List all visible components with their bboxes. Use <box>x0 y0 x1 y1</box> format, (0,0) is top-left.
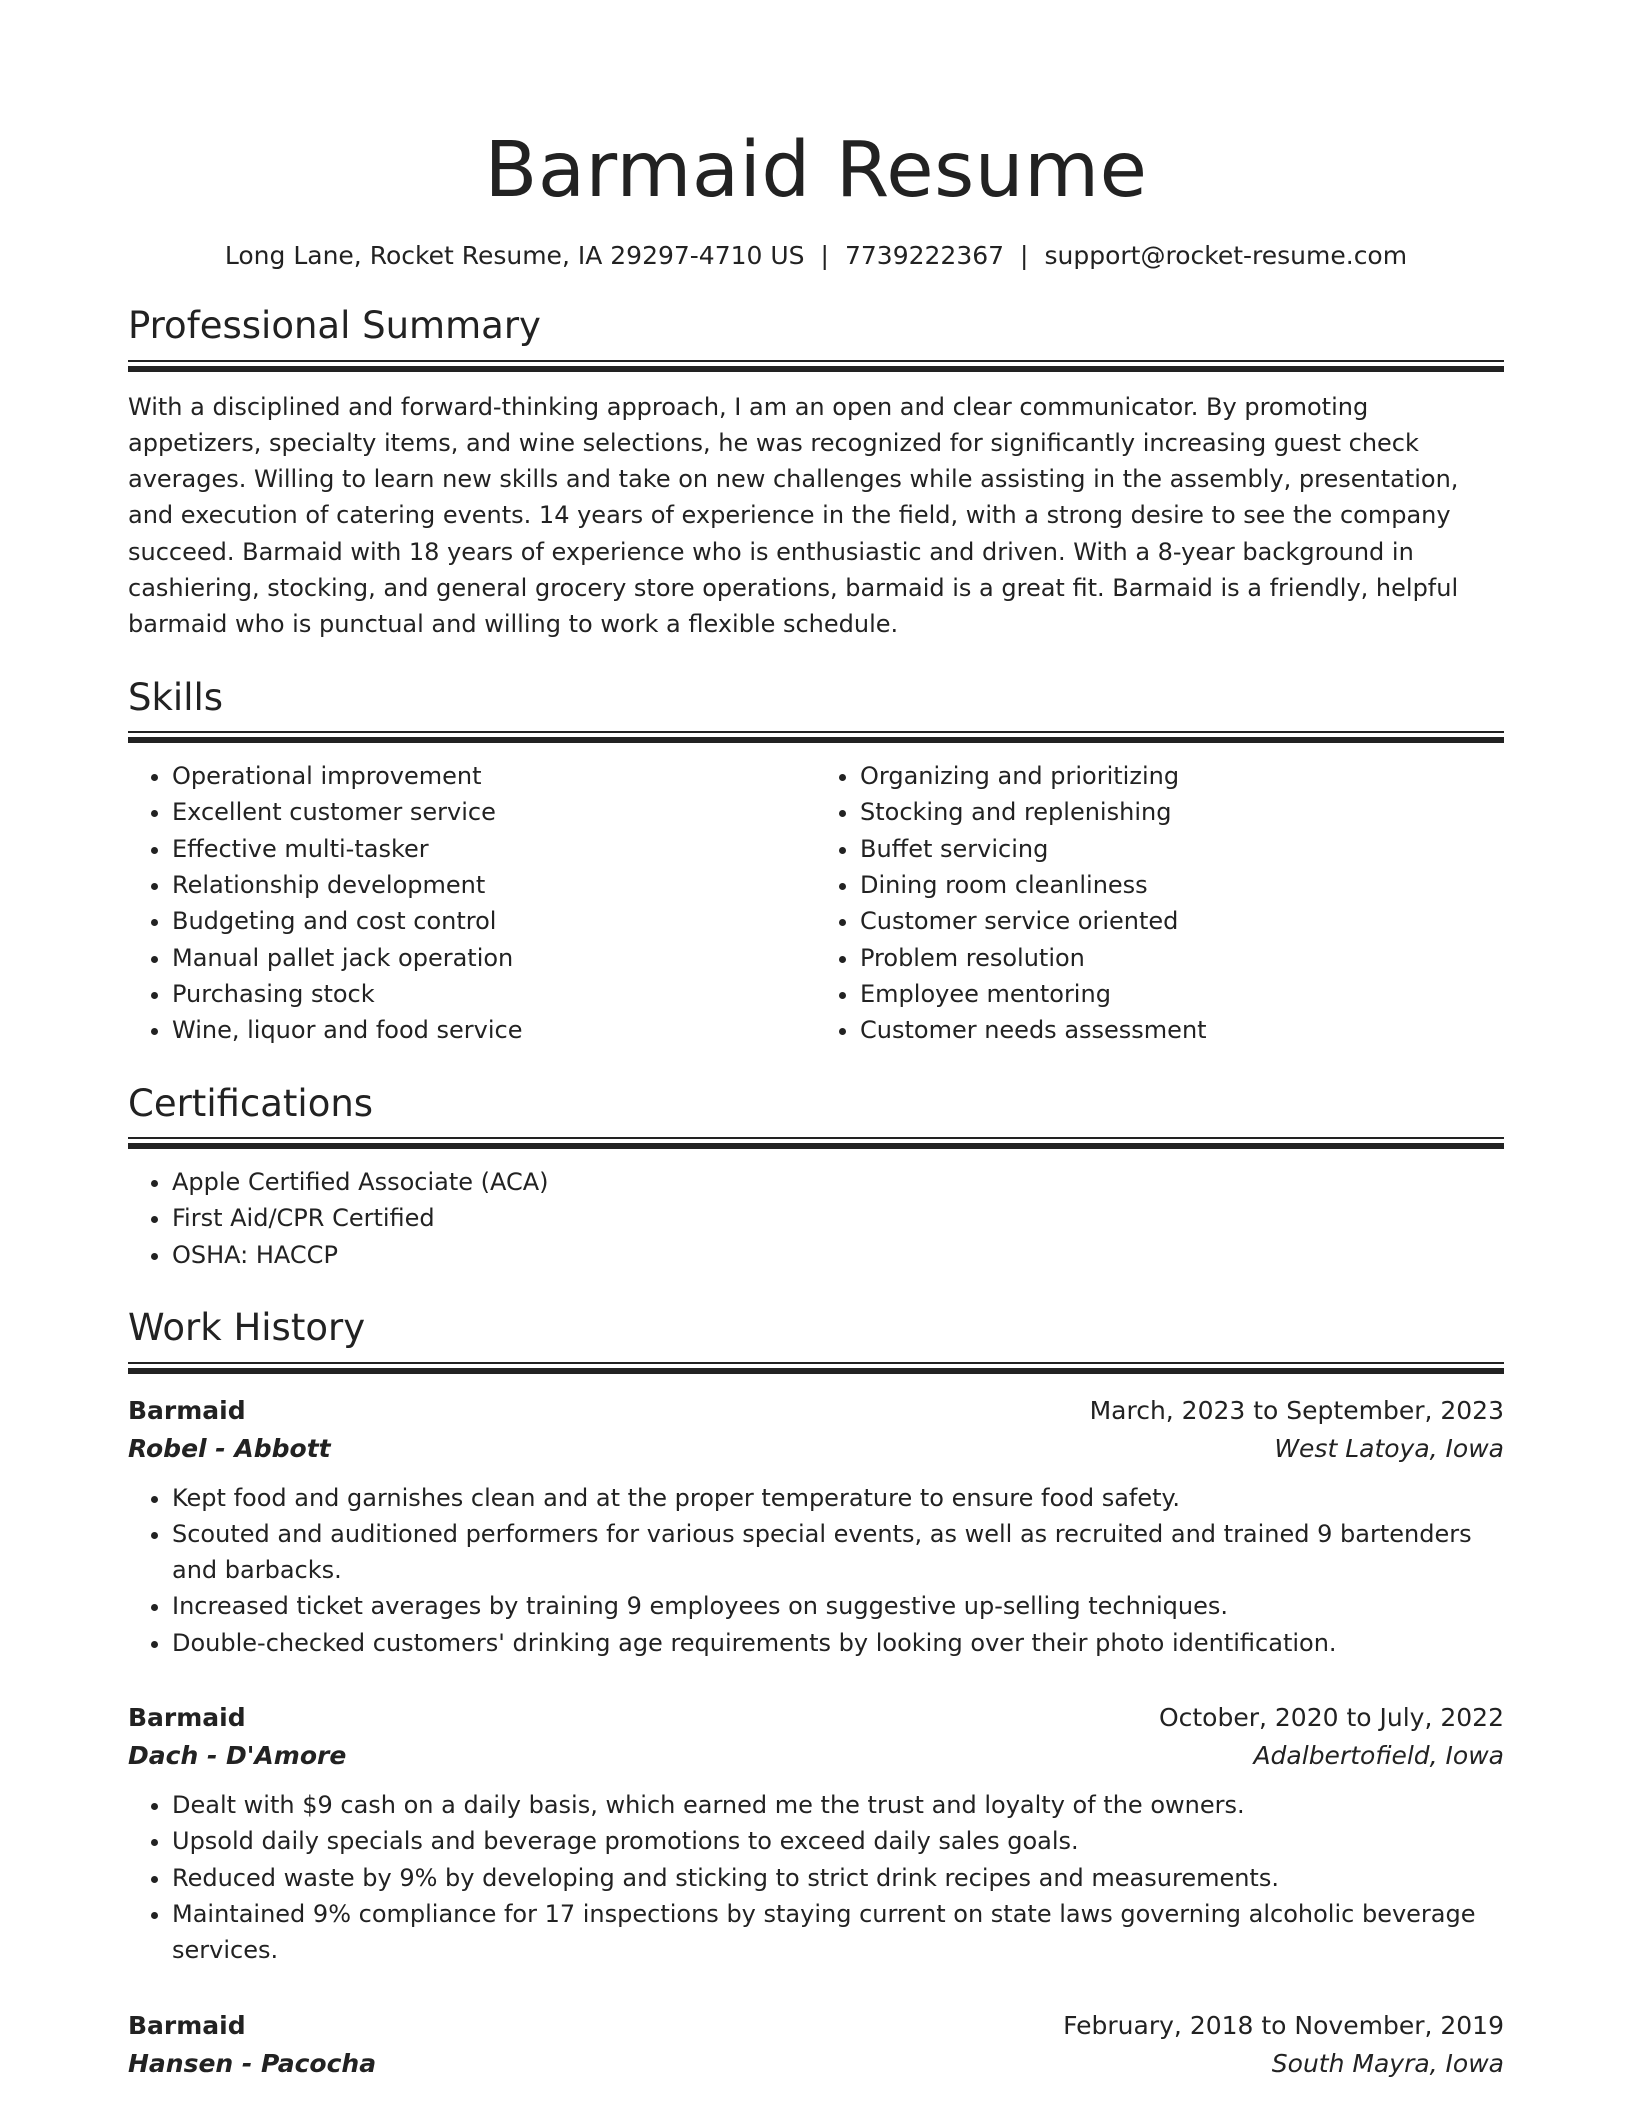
job-bullet: • Upsold daily specials and beverage promotions to exceed daily sales goals. <box>172 1823 1504 1859</box>
job-dates: February, 2018 to November, 2019 <box>1063 2010 1504 2040</box>
skill-item: • Buffet servicing <box>860 831 1504 867</box>
skill-item: • Excellent customer service <box>172 794 816 830</box>
skill-item: • Customer service oriented <box>860 903 1504 939</box>
section-divider <box>128 737 1504 743</box>
job-location: West Latoya, Iowa <box>1274 1433 1504 1463</box>
job-bullet: • Dealt with $9 cash on a daily basis, which earned me the trust and loyalty of the owners. <box>172 1787 1504 1823</box>
skill-item: • Budgeting and cost control <box>172 903 816 939</box>
job-bullet: • Kept food and garnishes clean and at the proper temperature to ensure food safety. <box>172 1480 1504 1516</box>
skill-item: • Effective multi-tasker <box>172 831 816 867</box>
summary-section <box>128 305 1504 643</box>
skill-item: • Purchasing stock <box>172 976 816 1012</box>
skill-item: • Dining room cleanliness <box>860 867 1504 903</box>
certifications-section <box>128 1083 1504 1273</box>
certification-item: • OSHA: HACCP <box>172 1237 1504 1273</box>
job-location: Adalbertofield, Iowa <box>1253 1741 1504 1771</box>
skills-list-left <box>128 758 816 1048</box>
work-history-section <box>128 1307 1504 2083</box>
certification-item: • First Aid/CPR Certified <box>172 1200 1504 1236</box>
section-divider <box>128 366 1504 372</box>
job-header-row <box>128 2007 1504 2045</box>
section-divider <box>128 1143 1504 1149</box>
job-company-row <box>128 2045 1504 2083</box>
contact-address: Long Lane, Rocket Resume, IA 29297-4710 US <box>224 241 805 270</box>
section-title: Professional Summary <box>128 305 1504 362</box>
job-bullet: • Reduced waste by 9% by developing and sticking to strict drink recipes and measurements. <box>172 1860 1504 1896</box>
job-entry <box>128 1392 1504 1661</box>
contact-phone: 7739222367 <box>844 241 1005 270</box>
summary-text: With a disciplined and forward-thinking approach, I am an open and clear communicator. By promoting appetizers, specialty items, and wine selections, he was recognized for significantly increasing guest check averages. Willing to learn new skills and take on new challenges while assisting in the assembly, presentation, and execution of catering events. 14 years of experience in the field, with a strong desire to see the company succeed. Barmaid with 18 years of experience who is enthusiastic and driven. With a 8-year background in cashiering, stocking, and general grocery store operations, barmaid is a great fit. Barmaid is a friendly, helpful barmaid who is punctual and willing to work a flexible schedule. <box>128 392 1459 639</box>
job-bullets <box>128 1480 1504 1661</box>
contact-line <box>128 241 1504 271</box>
job-entry <box>128 2007 1504 2083</box>
skill-item: • Relationship development <box>172 867 816 903</box>
job-company-row <box>128 1737 1504 1775</box>
job-entry <box>128 1699 1504 1968</box>
job-title: Barmaid <box>128 1395 246 1425</box>
contact-email: support@rocket-resume.com <box>1044 241 1408 270</box>
job-header-row <box>128 1392 1504 1430</box>
job-company: Dach - D'Amore <box>128 1741 347 1771</box>
job-location: South Mayra, Iowa <box>1271 2048 1504 2078</box>
skill-item: • Customer needs assessment <box>860 1012 1504 1048</box>
job-company: Hansen - Pacocha <box>128 2048 377 2078</box>
job-company: Robel - Abbott <box>128 1433 331 1463</box>
skill-item: • Stocking and replenishing <box>860 794 1504 830</box>
contact-separator: | <box>1020 241 1029 270</box>
skills-grid <box>128 758 1504 1048</box>
certification-item: • Apple Certified Associate (ACA) <box>172 1164 1504 1200</box>
section-title: Work History <box>128 1307 1504 1364</box>
job-bullet: • Scouted and auditioned performers for various special events, as well as recruited and trained 9 bartenders and barbacks. <box>172 1516 1504 1589</box>
job-bullet: • Maintained 9% compliance for 17 inspections by staying current on state laws governing alcoholic beverage services. <box>172 1896 1504 1969</box>
contact-separator: | <box>820 241 829 270</box>
job-bullet: • Double-checked customers' drinking age requirements by looking over their photo identification. <box>172 1625 1504 1661</box>
section-divider <box>128 1368 1504 1374</box>
skill-item: • Organizing and prioritizing <box>860 758 1504 794</box>
job-company-row <box>128 1430 1504 1468</box>
resume-title: Barmaid Resume <box>484 126 1148 215</box>
section-title: Certifications <box>128 1083 1504 1140</box>
skill-item: • Manual pallet jack operation <box>172 940 816 976</box>
job-title: Barmaid <box>128 1703 246 1733</box>
skill-item: • Wine, liquor and food service <box>172 1012 816 1048</box>
skills-section <box>128 677 1504 1049</box>
job-bullets <box>128 1787 1504 1968</box>
certifications-list <box>128 1164 1504 1273</box>
job-title: Barmaid <box>128 2010 246 2040</box>
skills-list-right <box>816 758 1504 1048</box>
skill-item: • Problem resolution <box>860 940 1504 976</box>
job-bullet: • Increased ticket averages by training 9 employees on suggestive up-selling techniques. <box>172 1588 1504 1624</box>
job-dates: October, 2020 to July, 2022 <box>1158 1703 1504 1733</box>
skill-item: • Employee mentoring <box>860 976 1504 1012</box>
section-title: Skills <box>128 677 1504 734</box>
job-header-row <box>128 1699 1504 1737</box>
job-dates: March, 2023 to September, 2023 <box>1089 1395 1504 1425</box>
skill-item: • Operational improvement <box>172 758 816 794</box>
